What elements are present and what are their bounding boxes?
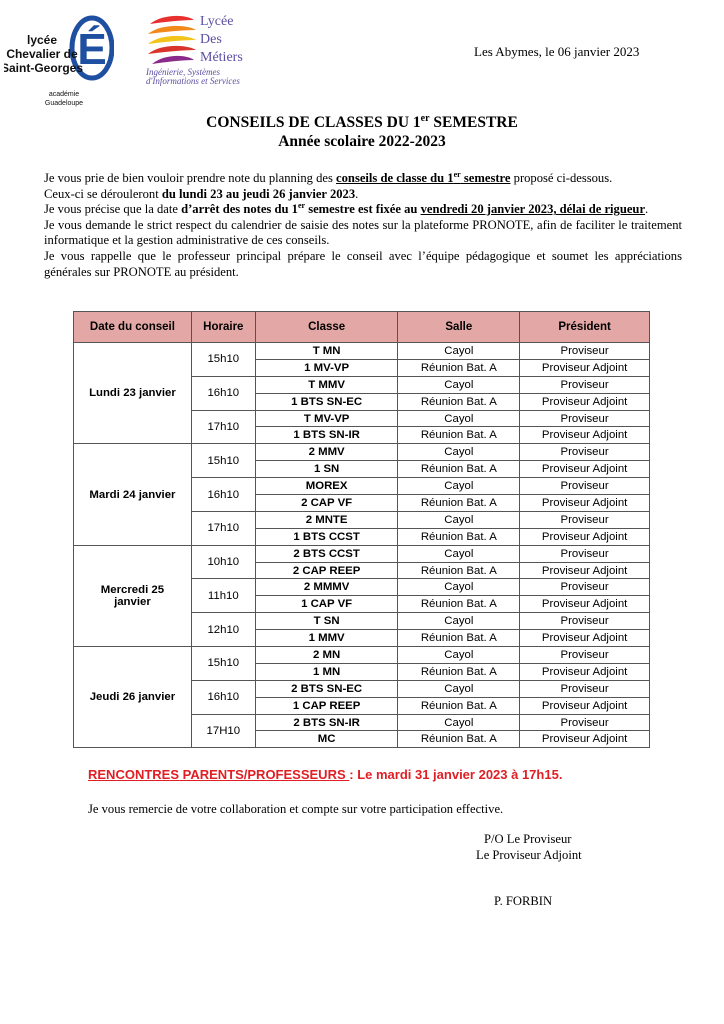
intro-p2: Ceux-ci se dérouleront du lundi 23 au jeudi 26 janvier 2023. bbox=[44, 186, 359, 201]
room-cell: Cayol bbox=[398, 478, 520, 495]
room-cell: Cayol bbox=[398, 647, 520, 664]
class-cell: 1 BTS CCST bbox=[255, 528, 398, 545]
class-cell: 2 BTS SN-IR bbox=[255, 714, 398, 731]
time-cell: 11h10 bbox=[191, 579, 255, 613]
president-cell: Proviseur bbox=[520, 511, 650, 528]
table-row bbox=[74, 647, 650, 664]
class-cell: 2 MMMV bbox=[255, 579, 398, 596]
president-cell: Proviseur bbox=[520, 680, 650, 697]
president-cell: Proviseur bbox=[520, 376, 650, 393]
class-cell: 1 BTS SN-IR bbox=[255, 427, 398, 444]
page-subtitle: Année scolaire 2022-2023 bbox=[278, 133, 446, 150]
president-cell: Proviseur Adjoint bbox=[520, 731, 650, 748]
page-title bbox=[0, 113, 724, 132]
room-cell: Réunion Bat. A bbox=[398, 427, 520, 444]
room-cell: Cayol bbox=[398, 613, 520, 630]
header-date: Date du conseil bbox=[74, 312, 192, 343]
class-cell: 2 MNTE bbox=[255, 511, 398, 528]
time-cell: 15h10 bbox=[191, 647, 255, 681]
president-cell: Proviseur Adjoint bbox=[520, 596, 650, 613]
table-header-row bbox=[74, 312, 650, 343]
room-cell: Réunion Bat. A bbox=[398, 461, 520, 478]
president-cell: Proviseur Adjoint bbox=[520, 427, 650, 444]
time-cell: 15h10 bbox=[191, 343, 255, 377]
day-cell: Jeudi 26 janvier bbox=[74, 647, 192, 748]
header-horaire: Horaire bbox=[191, 312, 255, 343]
time-cell: 17h10 bbox=[191, 410, 255, 444]
president-cell: Proviseur Adjoint bbox=[520, 630, 650, 647]
class-cell: 2 MMV bbox=[255, 444, 398, 461]
time-cell: 17H10 bbox=[191, 714, 255, 748]
president-cell: Proviseur Adjoint bbox=[520, 461, 650, 478]
rencontres-notice bbox=[88, 767, 562, 782]
president-cell: Proviseur bbox=[520, 545, 650, 562]
class-cell: 1 SN bbox=[255, 461, 398, 478]
planning-table bbox=[73, 311, 650, 748]
day-cell: Mercredi 25 janvier bbox=[74, 545, 192, 646]
intro-p4: Je vous demande le strict respect du calendrier de saisie des notes sur la plateforme PRONOTE, afin de faciliter le traitement informatique et la gestion administrative de ces conseils. bbox=[44, 217, 682, 248]
lycee-logo bbox=[4, 2, 114, 118]
logo-line2: Chevalier de bbox=[6, 47, 78, 61]
header-classe: Classe bbox=[255, 312, 398, 343]
time-cell: 16h10 bbox=[191, 376, 255, 410]
time-cell: 16h10 bbox=[191, 680, 255, 714]
class-cell: 2 MN bbox=[255, 647, 398, 664]
class-cell: MC bbox=[255, 731, 398, 748]
table-row bbox=[74, 444, 650, 461]
room-cell: Cayol bbox=[398, 444, 520, 461]
header-salle: Salle bbox=[398, 312, 520, 343]
president-cell: Proviseur bbox=[520, 647, 650, 664]
intro-text bbox=[44, 171, 682, 280]
class-cell: 1 MV-VP bbox=[255, 359, 398, 376]
class-cell: T SN bbox=[255, 613, 398, 630]
signature-name: P. FORBIN bbox=[494, 894, 553, 908]
class-cell: 1 CAP REEP bbox=[255, 697, 398, 714]
intro-p1: Je vous prie de bien vouloir prendre note du planning des conseils de classe du 1er semestre proposé ci-dessous. bbox=[44, 169, 613, 185]
rencontres-label: RENCONTRES PARENTS/PROFESSEURS bbox=[88, 767, 350, 782]
time-cell: 10h10 bbox=[191, 545, 255, 579]
table-row bbox=[74, 545, 650, 562]
room-cell: Cayol bbox=[398, 511, 520, 528]
logo-line5: Guadeloupe bbox=[44, 100, 84, 107]
logo-subtitle bbox=[146, 68, 266, 86]
president-cell: Proviseur Adjoint bbox=[520, 393, 650, 410]
logo-word-des: Des bbox=[200, 32, 222, 47]
class-cell: 2 BTS CCST bbox=[255, 545, 398, 562]
room-cell: Cayol bbox=[398, 579, 520, 596]
room-cell: Cayol bbox=[398, 680, 520, 697]
room-cell: Réunion Bat. A bbox=[398, 630, 520, 647]
president-cell: Proviseur bbox=[520, 613, 650, 630]
time-cell: 17h10 bbox=[191, 511, 255, 545]
lycee-des-metiers-logo bbox=[142, 10, 262, 90]
president-cell: Proviseur Adjoint bbox=[520, 663, 650, 680]
room-cell: Réunion Bat. A bbox=[398, 596, 520, 613]
title-part-b: SEMESTRE bbox=[429, 114, 518, 132]
intro-p5: Je vous rappelle que le professeur principal prépare le conseil avec l’équipe pédagogique et soumet les appréciations générales sur PRONOTE au président. bbox=[44, 248, 682, 279]
room-cell: Cayol bbox=[398, 343, 520, 360]
president-cell: Proviseur Adjoint bbox=[520, 697, 650, 714]
room-cell: Cayol bbox=[398, 410, 520, 427]
swirl-icon bbox=[142, 10, 202, 68]
intro-p3: Je vous précise que la date d’arrêt des notes du 1er semestre est fixée au vendredi 20 janvier 2023, délai de rigueur. bbox=[44, 201, 649, 217]
rencontres-text: : Le mardi 31 janvier 2023 à 17h15. bbox=[349, 767, 563, 782]
room-cell: Cayol bbox=[398, 545, 520, 562]
room-cell: Cayol bbox=[398, 376, 520, 393]
day-cell: Mardi 24 janvier bbox=[74, 444, 192, 545]
president-cell: Proviseur Adjoint bbox=[520, 528, 650, 545]
date-line: Les Abymes, le 06 janvier 2023 bbox=[474, 44, 640, 59]
header-president: Président bbox=[520, 312, 650, 343]
table-body bbox=[74, 343, 650, 748]
logo-subtitle-2: d'Informations et Services bbox=[146, 76, 240, 86]
room-cell: Réunion Bat. A bbox=[398, 359, 520, 376]
thanks-text: Je vous remercie de votre collaboration et compte sur votre participation effective. bbox=[88, 802, 504, 816]
president-cell: Proviseur bbox=[520, 714, 650, 731]
class-cell: T MV-VP bbox=[255, 410, 398, 427]
title-part-a: CONSEILS DE CLASSES DU 1 bbox=[206, 114, 421, 132]
room-cell: Réunion Bat. A bbox=[398, 731, 520, 748]
time-cell: 16h10 bbox=[191, 478, 255, 512]
logo-line3: Saint-Georges bbox=[4, 61, 84, 75]
class-cell: T MMV bbox=[255, 376, 398, 393]
room-cell: Réunion Bat. A bbox=[398, 697, 520, 714]
president-cell: Proviseur bbox=[520, 343, 650, 360]
president-cell: Proviseur bbox=[520, 478, 650, 495]
class-cell: 2 CAP REEP bbox=[255, 562, 398, 579]
president-cell: Proviseur bbox=[520, 410, 650, 427]
president-cell: Proviseur bbox=[520, 579, 650, 596]
room-cell: Réunion Bat. A bbox=[398, 393, 520, 410]
room-cell: Réunion Bat. A bbox=[398, 495, 520, 512]
logo-line1: lycée bbox=[26, 33, 58, 47]
day-cell: Lundi 23 janvier bbox=[74, 343, 192, 444]
class-cell: 2 CAP VF bbox=[255, 495, 398, 512]
president-cell: Proviseur Adjoint bbox=[520, 359, 650, 376]
table-row bbox=[74, 343, 650, 360]
logo-word-lycee: Lycée bbox=[200, 14, 234, 29]
class-cell: MOREX bbox=[255, 478, 398, 495]
time-cell: 12h10 bbox=[191, 613, 255, 647]
logo-subtitle-1: Ingénierie, Systèmes bbox=[146, 67, 220, 77]
time-cell: 15h10 bbox=[191, 444, 255, 478]
title-sup: er bbox=[420, 113, 430, 124]
president-cell: Proviseur Adjoint bbox=[520, 495, 650, 512]
class-cell: 1 MN bbox=[255, 663, 398, 680]
president-cell: Proviseur bbox=[520, 444, 650, 461]
room-cell: Réunion Bat. A bbox=[398, 528, 520, 545]
class-cell: 1 MMV bbox=[255, 630, 398, 647]
class-cell: 2 BTS SN-EC bbox=[255, 680, 398, 697]
logo-line4: académie bbox=[48, 91, 80, 98]
room-cell: Réunion Bat. A bbox=[398, 663, 520, 680]
room-cell: Réunion Bat. A bbox=[398, 562, 520, 579]
class-cell: 1 BTS SN-EC bbox=[255, 393, 398, 410]
logo-letter: É bbox=[77, 25, 107, 74]
signature-line2: Le Proviseur Adjoint bbox=[476, 848, 582, 862]
president-cell: Proviseur Adjoint bbox=[520, 562, 650, 579]
class-cell: T MN bbox=[255, 343, 398, 360]
room-cell: Cayol bbox=[398, 714, 520, 731]
logo-word-metiers: Métiers bbox=[200, 50, 243, 65]
class-cell: 1 CAP VF bbox=[255, 596, 398, 613]
signature-line1: P/O Le Proviseur bbox=[484, 832, 572, 846]
